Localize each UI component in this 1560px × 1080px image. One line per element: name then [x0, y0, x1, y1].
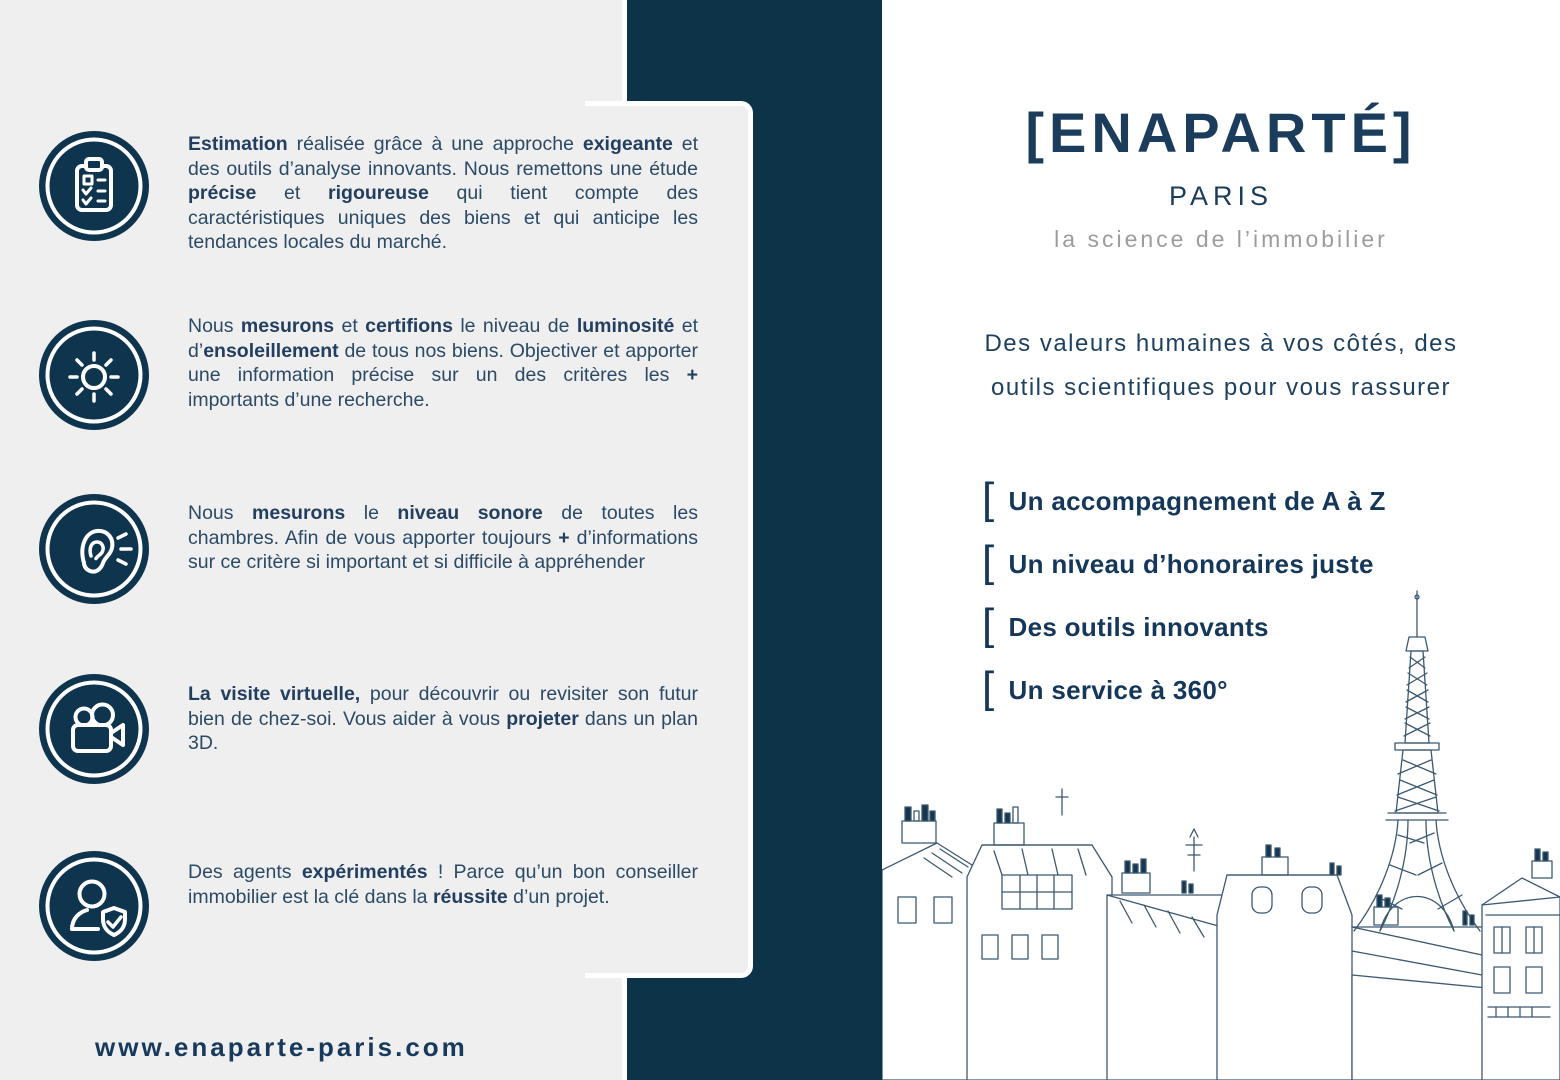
brand-logo: [ENAPARTÉ]: [1025, 101, 1417, 164]
ear-sound-level-icon: [38, 493, 150, 605]
clipboard-checklist-icon: [38, 130, 150, 242]
bracket-icon: [: [982, 662, 995, 712]
headline-line-1: Des valeurs humaines à vos côtés, des: [984, 330, 1458, 357]
bullet-label: Des outils innovants: [1008, 612, 1269, 642]
feature-paragraph-estimation: Estimation réalisée grâce à une approche exigeante et des outils d’analyse innovants. Nous remettons une étude précise et rigoureuse qui tient compte des caractéristiques uniques des biens et qui anticipe les tendances locales du marché.: [188, 133, 698, 254]
bullet-label: Un accompagnement de A à Z: [1008, 486, 1386, 516]
bullet-item: [982, 596, 1386, 659]
right-panel: [882, 0, 1560, 1080]
feature-paragraph-niveau-sonore: Nous mesurons le niveau sonore de toutes les chambres. Afin de vous apporter toujours + d’informations sur ce critère si important et si difficile à appréhender: [188, 502, 698, 574]
feature-paragraph-luminosite: Nous mesurons et certifions le niveau de luminosité et d’ensoleillement de tous nos biens. Objectiver et apporter une information précise sur un des critères les + importants d’une recherche.: [188, 315, 698, 411]
bullet-item: [982, 533, 1386, 596]
bullet-item: [982, 659, 1386, 722]
sun-brightness-icon: [38, 319, 150, 431]
bracket-icon: [: [982, 536, 995, 586]
bracket-icon: [: [982, 599, 995, 649]
rooftops: [882, 789, 1560, 1080]
bullet-label: Un service à 360°: [1008, 675, 1228, 705]
headline-line-2: outils scientifiques pour vous rassurer: [990, 374, 1452, 401]
agent-shield-icon: [38, 850, 150, 962]
bullet-list: [982, 470, 1386, 722]
feature-paragraph-agents: Des agents expérimentés ! Parce qu’un bon conseiller immobilier est la clé dans la réussite d’un projet.: [188, 861, 698, 908]
bracket-icon: [: [982, 473, 995, 523]
bullet-label: Un niveau d’honoraires juste: [1008, 549, 1374, 579]
bullet-item: [982, 470, 1386, 533]
headline: [882, 322, 1560, 410]
feature-paragraph-visite-virtuelle: La visite virtuelle, pour découvrir ou revisiter son futur bien de chez-soi. Vous aider à vous projeter dans un plan 3D.: [188, 683, 698, 755]
video-camera-icon: [38, 673, 150, 785]
brand-city: PARIS: [1168, 181, 1274, 211]
brand-tagline: la science de l’immobilier: [1054, 226, 1388, 252]
website-link[interactable]: www.enaparte-paris.com: [95, 1032, 468, 1062]
